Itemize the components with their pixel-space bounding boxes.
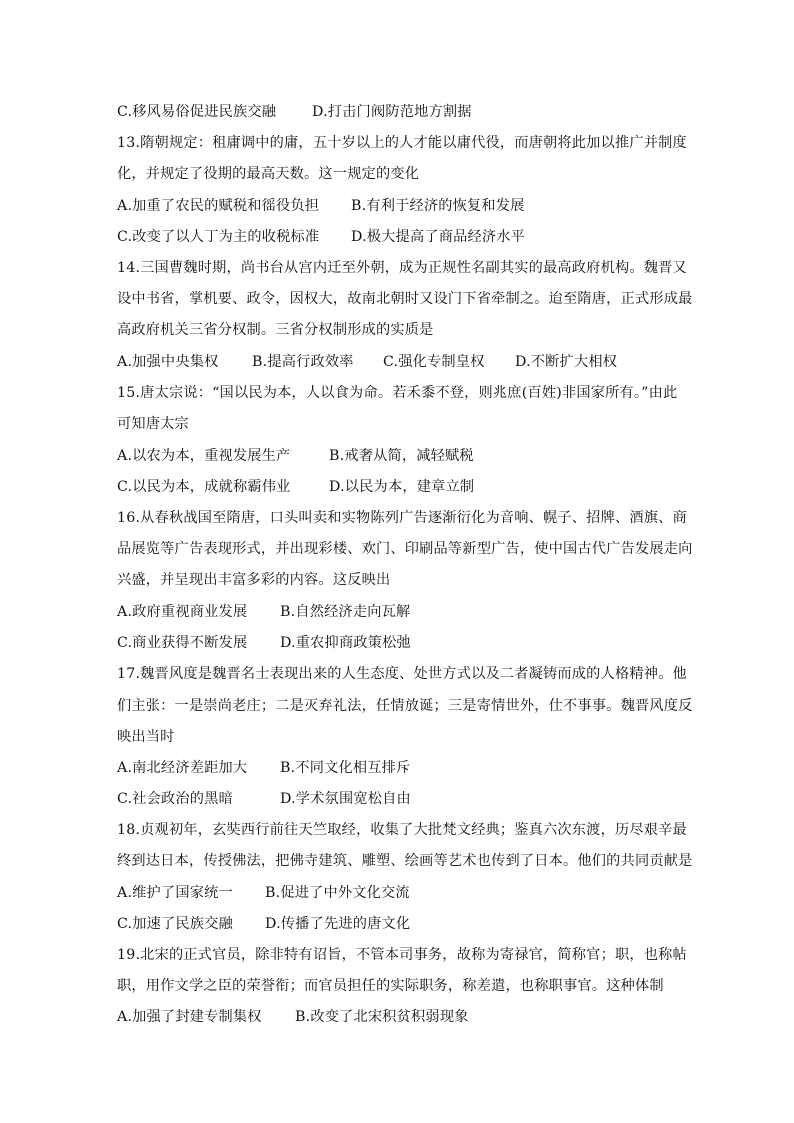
- q18-option-a: A.维护了国家统一: [117, 885, 233, 901]
- q18-option-c: C.加速了民族交融: [117, 916, 233, 932]
- q17-stem-line-3: 映出当时: [117, 729, 175, 745]
- q19-option-a: A.加强了封建专制集权: [117, 1009, 262, 1025]
- q16-option-a: A.政府重视商业发展: [117, 604, 248, 620]
- q15-option-d: D.以民为本，建章立制: [329, 479, 475, 495]
- q13-option-b: B.有利于经济的恢复和发展: [351, 198, 525, 214]
- q15-stem-line-1: 15.唐太宗说：“国以民为本，人以食为命。若禾黍不登，则兆庶(百姓)非国家所有。”由此: [117, 385, 678, 401]
- q14-option-b: B.提高行政效率: [252, 354, 354, 370]
- q14-stem-line-2: 设中书省，掌机要、政令，因权大，故南北朝时又设门下省牵制之。迨至隋唐，正式形成最: [117, 291, 693, 307]
- q17-option-c: C.社会政治的黑暗: [117, 791, 233, 807]
- q12-option-d: D.打击门阀防范地方割据: [312, 104, 472, 120]
- q14-stem-line-3: 高政府机关三省分权制。三省分权制形成的实质是: [117, 322, 434, 338]
- q16-stem-line-2: 品展览等广告表现形式，并出现彩楼、欢门、印刷品等新型广告，使中国古代广告发展走向: [117, 541, 693, 557]
- q14-option-c: C.强化专制皇权: [383, 354, 485, 370]
- q19-stem-line-1: 19.北宋的正式官员，除非特有诏旨，不管本司事务，故称为寄禄官，简称官；职，也称帖: [117, 947, 687, 963]
- q13-option-a: A.加重了农民的赋税和徭役负担: [117, 198, 320, 214]
- q17-option-a: A.南北经济差距加大: [117, 760, 248, 776]
- q15-option-a: A.以农为本，重视发展生产: [117, 448, 291, 464]
- q14-option-d: D.不断扩大相权: [515, 354, 618, 370]
- q16-option-d: D.重农抑商政策松弛: [280, 635, 411, 651]
- q15-option-c: C.以民为本，成就称霸伟业: [117, 479, 291, 495]
- q13-option-c: C.改变了以人丁为主的收税标准: [117, 229, 320, 245]
- q16-option-b: B.自然经济走向瓦解: [280, 604, 411, 620]
- q13-stem-line-2: 化，并规定了役期的最高天数。这一规定的变化: [117, 166, 420, 182]
- q18-stem-line-1: 18.贞观初年，玄奘西行前往天竺取经，收集了大批梵文经典；鉴真六次东渡，历尽艰辛最: [117, 822, 687, 838]
- q17-option-d: D.学术氛围宽松自由: [280, 791, 411, 807]
- q16-option-c: C.商业获得不断发展: [117, 635, 248, 651]
- q16-stem-line-3: 兴盛，并呈现出丰富多彩的内容。这反映出: [117, 572, 391, 588]
- q17-stem-line-1: 17.魏晋风度是魏晋名士表现出来的人生态度、处世方式以及二者凝铸而成的人格精神。他: [117, 666, 687, 682]
- q18-option-b: B.促进了中外文化交流: [265, 885, 410, 901]
- q13-stem-line-1: 13.隋朝规定：租庸调中的庸，五十岁以上的人才能以庸代役，而唐朝将此加以推广并制度: [117, 135, 687, 151]
- q15-stem-line-2: 可知唐太宗: [117, 416, 189, 432]
- q13-option-d: D.极大提高了商品经济水平: [351, 229, 526, 245]
- q15-option-b: B.戒奢从简，减轻赋税: [329, 448, 474, 464]
- q19-stem-line-2: 职，用作文学之臣的荣誉衔；而官员担任的实际职务，称差遣，也称职事官。这种体制: [117, 978, 664, 994]
- q18-option-d: D.传播了先进的唐文化: [265, 916, 411, 932]
- q12-option-c: C.移风易俗促进民族交融: [117, 104, 277, 120]
- q14-stem-line-1: 14.三国曹魏时期，尚书台从宫内迁至外朝，成为正规性名副其实的最高政府机构。魏晋又: [117, 260, 687, 276]
- q16-stem-line-1: 16.从春秋战国至隋唐，口头叫卖和实物陈列广告逐渐衍化为音响、幌子、招牌、酒旗、商: [117, 510, 687, 526]
- q19-option-b: B.改变了北宋积贫积弱现象: [295, 1009, 469, 1025]
- q18-stem-line-2: 终到达日本，传授佛法，把佛寺建筑、雕塑、绘画等艺术也传到了日本。他们的共同贡献是: [117, 853, 693, 869]
- q17-option-b: B.不同文化相互排斥: [280, 760, 411, 776]
- q17-stem-line-2: 们主张：一是崇尚老庄；二是灭弃礼法，任情放诞；三是寄情世外，仕不事事。魏晋风度反: [117, 698, 693, 714]
- q14-option-a: A.加强中央集权: [117, 354, 219, 370]
